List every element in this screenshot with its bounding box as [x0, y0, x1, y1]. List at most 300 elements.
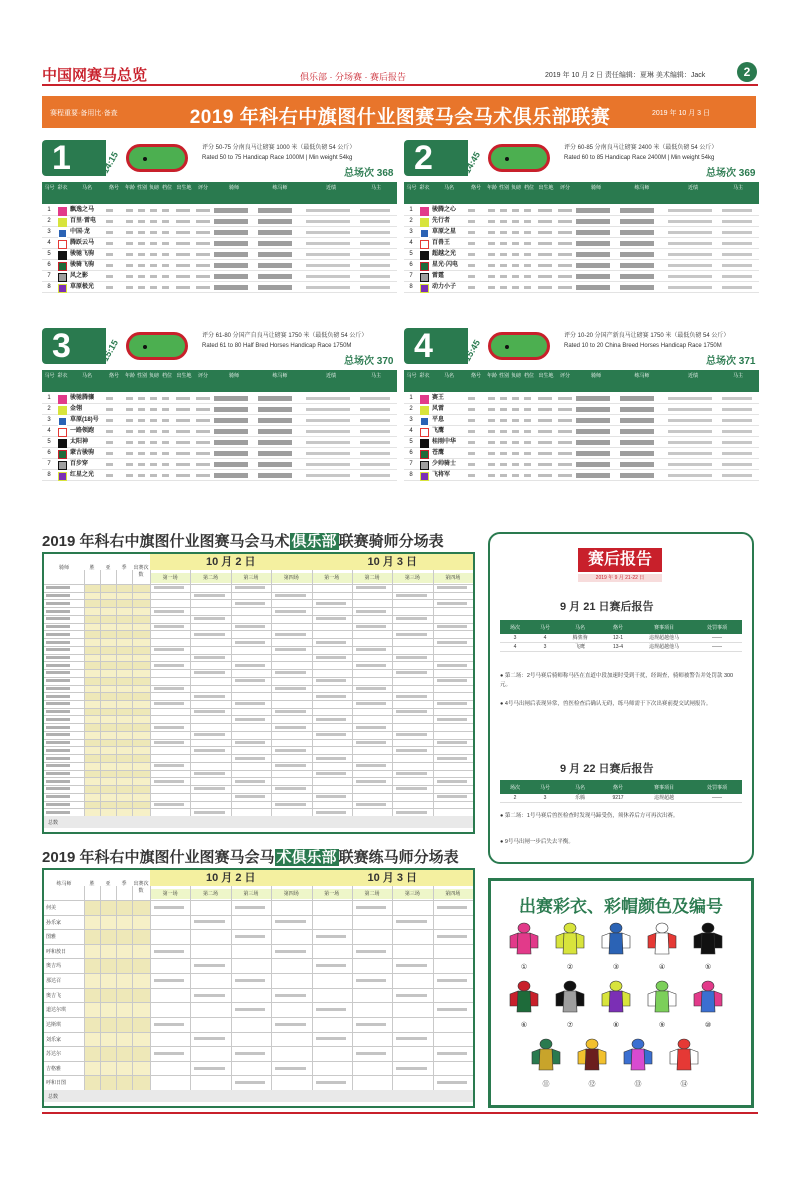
assignment-placeholder	[154, 664, 184, 667]
race-column-header: 练马师	[634, 185, 650, 191]
assignment-placeholder	[356, 702, 386, 705]
assignment-placeholder	[316, 733, 346, 736]
form-placeholder	[668, 264, 712, 267]
form-placeholder	[668, 209, 712, 212]
race-column-header: 档位	[523, 185, 534, 191]
row-name-placeholder	[46, 594, 70, 597]
cell-placeholder	[126, 264, 133, 267]
horse-name: 草原极光	[70, 284, 95, 290]
cell-placeholder	[512, 430, 519, 433]
silk-icon	[420, 395, 429, 404]
race-column-header: 年龄	[486, 373, 497, 379]
assignment-placeholder	[235, 1052, 265, 1055]
column-divider	[150, 570, 151, 828]
assignment-placeholder	[275, 787, 305, 790]
silk-number: ⑪	[542, 1081, 550, 1088]
race-row[interactable]	[42, 228, 397, 238]
race-row[interactable]	[404, 438, 759, 448]
race-column-header: 近绩	[325, 373, 336, 379]
cell-placeholder	[196, 452, 210, 455]
silk-jersey-icon	[552, 922, 588, 971]
cell-placeholder	[150, 242, 157, 245]
trainer-placeholder	[620, 429, 654, 434]
cell-placeholder	[196, 231, 210, 234]
assignment-placeholder	[194, 710, 224, 713]
assignment-placeholder	[356, 586, 386, 589]
cell-placeholder	[558, 264, 572, 267]
report-row	[500, 634, 742, 643]
race-column-header: 负磅	[510, 373, 521, 379]
table-column-header: 季	[121, 881, 127, 887]
cell-placeholder	[512, 397, 519, 400]
cell-placeholder	[162, 220, 169, 223]
row-stats-cell	[84, 989, 150, 1003]
assignment-placeholder	[275, 687, 305, 690]
cell-placeholder	[126, 463, 133, 466]
race-total: 总场次 370	[344, 356, 394, 367]
race-row[interactable]	[42, 206, 397, 216]
cell-placeholder	[162, 408, 169, 411]
race-row[interactable]	[42, 394, 397, 404]
assignment-placeholder	[316, 935, 346, 938]
day-header-oct3: 10 月 3 日	[312, 870, 474, 886]
race-info: 评分 60-85 分南良马让磅赛 2400 米（最低负磅 54 公斤）	[564, 145, 718, 151]
cell-placeholder	[500, 441, 507, 444]
cell-placeholder	[488, 231, 495, 234]
race-number[interactable]: 4	[404, 328, 468, 364]
horse-name: 草原之星	[432, 229, 457, 235]
jockey-placeholder	[576, 429, 610, 434]
masthead-date: 2019 年 10 月 2 日 责任编辑：夏琳 美术编辑：Jack	[545, 72, 706, 79]
cell-placeholder	[106, 408, 113, 411]
cell-placeholder	[488, 275, 495, 278]
cell-placeholder	[138, 242, 145, 245]
jockey-placeholder	[576, 462, 610, 467]
trainer-placeholder	[258, 396, 292, 401]
silk-svg	[528, 1038, 564, 1074]
race-row[interactable]	[42, 460, 397, 470]
race-column-header: 骑师	[228, 185, 239, 191]
assignment-placeholder	[194, 1037, 224, 1040]
silk-body	[701, 933, 715, 954]
assignment-placeholder	[396, 671, 426, 674]
cell-placeholder	[138, 286, 145, 289]
horse-name: 腾跃云马	[70, 240, 95, 246]
report-heading-22: 9 月 22 日赛后报告	[560, 763, 654, 775]
cell-placeholder	[538, 231, 552, 234]
row-stats-cell	[84, 647, 150, 654]
row-name-placeholder	[46, 586, 70, 589]
cell-placeholder	[176, 242, 190, 245]
cell-placeholder	[512, 408, 519, 411]
row-name-placeholder	[46, 702, 70, 705]
owner-placeholder	[722, 209, 752, 212]
cell-placeholder	[196, 264, 210, 267]
horse-number: 7	[409, 461, 413, 467]
race-row[interactable]	[42, 471, 397, 481]
race-row[interactable]	[42, 217, 397, 227]
report-cell: 3	[543, 644, 547, 650]
cell-placeholder	[488, 441, 495, 444]
row-name-placeholder	[46, 772, 70, 775]
race-row[interactable]	[42, 261, 397, 271]
row-stats-cell	[84, 631, 150, 638]
owner-placeholder	[360, 253, 390, 256]
cell-placeholder	[468, 231, 475, 234]
assignment-placeholder	[194, 749, 224, 752]
silk-icon	[58, 461, 67, 470]
race-number[interactable]: 2	[404, 140, 468, 176]
race-row[interactable]	[404, 206, 759, 216]
silk-cap	[564, 981, 576, 991]
race-row[interactable]	[404, 239, 759, 249]
cell-placeholder	[106, 419, 113, 422]
owner-placeholder	[360, 275, 390, 278]
owner-placeholder	[360, 430, 390, 433]
race-row[interactable]	[42, 438, 397, 448]
day-header-oct2: 10 月 2 日	[150, 870, 312, 886]
assignment-placeholder	[356, 979, 386, 982]
silk-jersey-icon	[506, 922, 542, 971]
cell-placeholder	[524, 253, 531, 256]
cell-placeholder	[512, 286, 519, 289]
table-column-header: 出赛次数	[133, 565, 149, 578]
assignment-placeholder	[396, 772, 426, 775]
silk-svg	[574, 1038, 610, 1074]
owner-placeholder	[722, 275, 752, 278]
race-column-header: 评分	[197, 185, 208, 191]
cell-placeholder	[558, 286, 572, 289]
assignment-placeholder	[316, 718, 346, 721]
race-row[interactable]	[42, 427, 397, 437]
assignment-placeholder	[437, 795, 467, 798]
row-stats-cell	[84, 1076, 150, 1090]
race-column-header: 档位	[161, 373, 172, 379]
silk-icon	[420, 207, 429, 216]
track-marker-icon	[505, 345, 509, 349]
cell-placeholder	[500, 275, 507, 278]
cell-placeholder	[488, 286, 495, 289]
race-row[interactable]	[42, 449, 397, 459]
silk-jersey-icon	[598, 922, 634, 971]
row-name-placeholder	[46, 617, 70, 620]
cell-placeholder	[468, 275, 475, 278]
cell-placeholder	[126, 231, 133, 234]
report-text-21b: ● 4号马出闸后表现异常，兽医检查后确认无碍，练马师需于下次出赛前提交试闸报告。	[500, 701, 712, 707]
assignment-placeholder	[194, 633, 224, 636]
cell-placeholder	[126, 286, 133, 289]
cell-placeholder	[162, 441, 169, 444]
trainer-placeholder	[258, 418, 292, 423]
track-marker-icon	[143, 157, 147, 161]
masthead-nav[interactable]: 俱乐部 · 分场赛 · 赛后报告	[300, 72, 406, 82]
silk-svg	[690, 980, 726, 1016]
row-name: 奥吉飞	[46, 992, 62, 999]
silk-body	[701, 991, 715, 1012]
row-stats-cell	[84, 693, 150, 700]
race-row[interactable]	[42, 272, 397, 282]
round-header: 第三场	[231, 573, 271, 583]
report-cell: 3	[543, 795, 547, 801]
row-name-placeholder	[46, 803, 70, 806]
assignment-placeholder	[235, 906, 265, 909]
race-row[interactable]	[404, 416, 759, 426]
assignment-placeholder	[396, 733, 426, 736]
race-column-header: 评分	[559, 185, 570, 191]
silk-icon	[58, 273, 67, 282]
assignment-placeholder	[275, 1067, 305, 1070]
jockey-placeholder	[576, 219, 610, 224]
form-placeholder	[668, 397, 712, 400]
silk-jersey-icon	[528, 1038, 564, 1088]
cell-placeholder	[150, 286, 157, 289]
silk-number: ④	[658, 964, 666, 971]
horse-name: 蒙古骏驹	[70, 450, 95, 456]
silk-jersey-icon	[690, 922, 726, 971]
assignment-placeholder	[356, 687, 386, 690]
cell-placeholder	[538, 441, 552, 444]
row-name: 图雅	[46, 934, 57, 941]
owner-placeholder	[360, 463, 390, 466]
trainer-placeholder	[620, 462, 654, 467]
race-column-header: 马名	[443, 373, 454, 379]
silk-jersey-icon	[644, 980, 680, 1029]
cell-placeholder	[512, 253, 519, 256]
race-row[interactable]	[404, 471, 759, 481]
round-header: 第一场	[150, 573, 190, 583]
race-number[interactable]: 3	[42, 328, 106, 364]
race-info: 评分 61-80 分国产自良马让磅赛 1750 米（最低负磅 54 公斤）	[202, 333, 368, 339]
assignment-placeholder	[194, 656, 224, 659]
race-row[interactable]	[42, 250, 397, 260]
row-name-placeholder	[46, 610, 70, 613]
horse-name: 百里·雷电	[70, 218, 96, 224]
race-row[interactable]	[404, 217, 759, 227]
race-row[interactable]	[42, 416, 397, 426]
cell-placeholder	[558, 463, 572, 466]
owner-placeholder	[722, 419, 752, 422]
horse-name: 百兽王	[432, 240, 451, 246]
silk-icon	[420, 240, 429, 249]
assignment-placeholder	[194, 811, 224, 814]
trainer-placeholder	[258, 241, 292, 246]
assignment-placeholder	[154, 586, 184, 589]
cell-placeholder	[558, 397, 572, 400]
assignment-placeholder	[356, 741, 386, 744]
round-header: 第一场	[312, 889, 352, 899]
cell-placeholder	[524, 397, 531, 400]
jockey-placeholder	[576, 252, 610, 257]
race-table-header	[404, 182, 759, 204]
race-row[interactable]	[404, 272, 759, 282]
masthead-rule	[42, 84, 758, 86]
report-column-header: 赛事项目	[653, 625, 674, 631]
assignment-placeholder	[437, 664, 467, 667]
column-divider	[190, 570, 191, 828]
race-row[interactable]	[404, 250, 759, 260]
silk-jersey-icon	[666, 1038, 702, 1088]
race-row[interactable]	[404, 283, 759, 293]
owner-placeholder	[360, 286, 390, 289]
cell-placeholder	[558, 275, 572, 278]
assignment-placeholder	[356, 1052, 386, 1055]
race-number[interactable]: 1	[42, 140, 106, 176]
column-divider	[271, 570, 272, 828]
assignment-placeholder	[437, 780, 467, 783]
table-column-header: 出赛次数	[133, 881, 149, 894]
assignment-placeholder	[154, 1023, 184, 1026]
trainer-placeholder	[620, 473, 654, 478]
race-row[interactable]	[404, 427, 759, 437]
horse-number: 8	[47, 284, 51, 290]
cell-placeholder	[150, 209, 157, 212]
cell-placeholder	[138, 220, 145, 223]
silk-cap	[540, 1039, 552, 1049]
cell-placeholder	[468, 474, 475, 477]
owner-placeholder	[360, 220, 390, 223]
horse-name: 飘逸之马	[70, 207, 95, 213]
column-divider	[433, 570, 434, 828]
table-column-header: 季	[121, 565, 127, 571]
horse-number: 1	[409, 395, 413, 401]
cell-placeholder	[162, 397, 169, 400]
form-placeholder	[306, 253, 350, 256]
column-divider	[100, 570, 101, 828]
horse-number: 4	[409, 240, 413, 246]
horse-number: 2	[409, 218, 413, 224]
horse-number: 3	[47, 229, 51, 235]
form-placeholder	[306, 397, 350, 400]
assignment-placeholder	[437, 935, 467, 938]
row-name: 孙乐家	[46, 919, 62, 926]
race-row[interactable]	[42, 283, 397, 293]
cell-placeholder	[176, 474, 190, 477]
race-row[interactable]	[42, 239, 397, 249]
assignment-placeholder	[275, 749, 305, 752]
assignment-placeholder	[356, 803, 386, 806]
cell-placeholder	[150, 253, 157, 256]
race-column-header: 马号	[44, 185, 55, 191]
report-column-header: 烙号	[612, 785, 623, 791]
assignment-placeholder	[316, 772, 346, 775]
race-row[interactable]	[404, 261, 759, 271]
silk-icon	[420, 439, 429, 448]
cell-placeholder	[138, 463, 145, 466]
silk-body	[655, 991, 669, 1012]
race-row[interactable]	[404, 449, 759, 459]
cell-placeholder	[524, 441, 531, 444]
jockey-table-title: 2019 年科右中旗图什业图赛马会马术 俱乐部 联赛骑师分场表	[42, 533, 444, 550]
assignment-placeholder	[275, 726, 305, 729]
cell-placeholder	[558, 242, 572, 245]
assignment-placeholder	[194, 920, 224, 923]
race-table-header	[42, 182, 397, 204]
cell-placeholder	[538, 286, 552, 289]
silk-number: ⑬	[634, 1081, 642, 1088]
report-text-21a: ● 第二场：2号马赛后骑师称马匹在直道中段加速时受到干扰，经调查，骑师被警告并处罚款 300 元。	[500, 673, 734, 688]
race-row[interactable]	[42, 405, 397, 415]
cell-placeholder	[176, 397, 190, 400]
assignment-placeholder	[437, 586, 467, 589]
cell-placeholder	[176, 408, 190, 411]
race-column-header: 彩衣	[57, 373, 68, 379]
row-name-placeholder	[46, 641, 70, 644]
assignment-placeholder	[194, 1067, 224, 1070]
trainer-placeholder	[258, 451, 292, 456]
cell-placeholder	[500, 242, 507, 245]
silk-body	[517, 933, 531, 954]
cell-placeholder	[138, 264, 145, 267]
round-header: 第一场	[312, 573, 352, 583]
assignment-placeholder	[437, 641, 467, 644]
trainer-placeholder	[258, 473, 292, 478]
race-row[interactable]	[404, 405, 759, 415]
horse-number: 2	[409, 406, 413, 412]
cell-placeholder	[150, 419, 157, 422]
race-row[interactable]	[404, 228, 759, 238]
race-row[interactable]	[404, 460, 759, 470]
cell-placeholder	[150, 430, 157, 433]
cell-placeholder	[196, 275, 210, 278]
owner-placeholder	[360, 209, 390, 212]
cell-placeholder	[558, 408, 572, 411]
race-column-header: 出生地	[176, 185, 192, 191]
cell-placeholder	[558, 441, 572, 444]
race-info: 评分 10-20 分国产新良马让磅赛 1750 米（最低负磅 54 公斤）	[564, 333, 730, 339]
assignment-placeholder	[275, 610, 305, 613]
race-column-header: 练马师	[272, 373, 288, 379]
jockey-placeholder	[214, 440, 248, 445]
jockey-placeholder	[214, 219, 248, 224]
report-cell: 飞鹰	[574, 644, 585, 650]
horse-name: 平息	[432, 417, 445, 423]
cell-placeholder	[196, 441, 210, 444]
race-row[interactable]	[404, 394, 759, 404]
track-marker-icon	[143, 345, 147, 349]
jockey-placeholder	[214, 418, 248, 423]
form-placeholder	[306, 452, 350, 455]
race-column-header: 近绩	[687, 373, 698, 379]
round-header: 第四场	[433, 573, 473, 583]
assignment-placeholder	[275, 920, 305, 923]
silk-jersey-icon	[620, 1038, 656, 1088]
cell-placeholder	[106, 441, 113, 444]
silk-icon	[58, 395, 67, 404]
form-placeholder	[306, 264, 350, 267]
race-column-header: 彩衣	[419, 185, 430, 191]
race-column-header: 负磅	[148, 373, 159, 379]
cell-placeholder	[138, 275, 145, 278]
trainer-placeholder	[620, 263, 654, 268]
cell-placeholder	[106, 264, 113, 267]
owner-placeholder	[360, 397, 390, 400]
silks-title: 出赛彩衣、彩帽颜色及编号	[519, 897, 723, 916]
cell-placeholder	[488, 242, 495, 245]
horse-name: 一路领跑	[70, 428, 95, 434]
assignment-placeholder	[154, 1052, 184, 1055]
cell-placeholder	[524, 419, 531, 422]
race-column-header: 年龄	[124, 185, 135, 191]
assignment-placeholder	[275, 648, 305, 651]
assignment-placeholder	[154, 950, 184, 953]
assignment-placeholder	[235, 641, 265, 644]
report-text-22a: ● 第二场：1号马赛后兽医检查时发现马蹄受伤，须休养后方可再次出赛。	[500, 813, 679, 819]
row-name: 苏达尔	[46, 1051, 62, 1058]
trainer-table	[42, 868, 475, 1108]
track-icon	[126, 144, 188, 172]
horse-number: 5	[47, 251, 51, 257]
row-name-placeholder	[46, 787, 70, 790]
